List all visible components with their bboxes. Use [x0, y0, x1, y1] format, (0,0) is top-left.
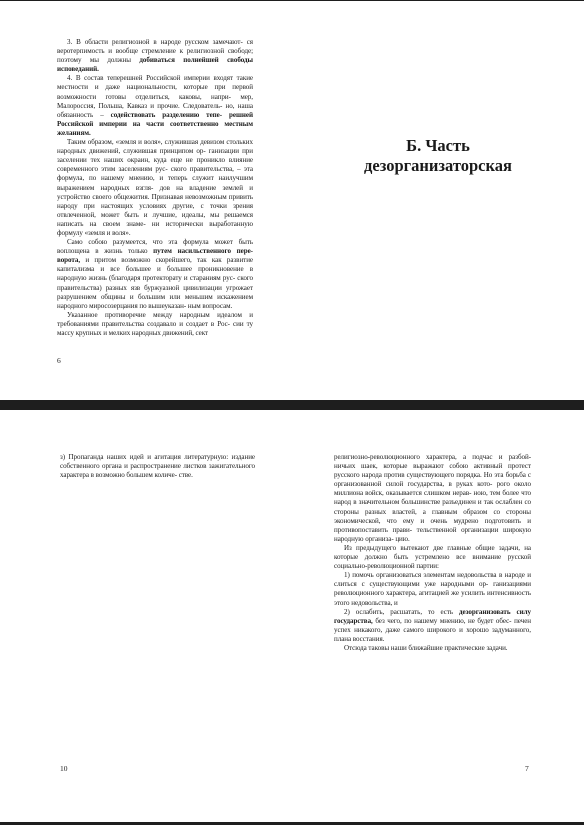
paragraph — [334, 571, 531, 607]
page-10 — [0, 410, 292, 822]
section-title — [292, 136, 584, 176]
bold-text: добиваться полнейшей свободы исповеданий. — [57, 56, 253, 74]
page-6-body-text — [57, 38, 253, 338]
text-run: Таким образом, «земля и воля», служившая девизом стольких народных движений, служившая принципом ор- ганизации при заселении тех наших окраин, куда еще не проникло влияние современного этим заселениям рус- ского правительства, – эта формула, по нашему мнению, и теперь служит наилучшим выражением народных взгля- дов на владение землей и устройство своего общежития. Признавая невозможным привить народу при настоящих условиях другие, с точки зрения отвлеченной, может быть и лучшие, идеалы, мы решаемся написать на своем знаме- ни исторически выработанную формулу «земля и воля». — [57, 138, 253, 237]
text-run: Указанное противоречие между народным идеалом и требованиями правительства создавало и создает в Рос- сии ту массу крупных и мелких народных движений, сект — [57, 310, 253, 337]
text-run: 3. В области религиозной в народе русском замечают- ся веротерпимость и вообще стремление к религиозной свободе; поэтому мы должны — [57, 38, 253, 65]
paragraph — [57, 238, 253, 311]
bold-text: дезорганизовать силу государства, — [334, 607, 532, 625]
text-run: 4. В состав теперешней Российской империи входят такие местности и даже национальности, которые при первой возможности готовы отделиться, каковы, напри- мер, Малороссия, Польша, Кавказ и прочие. Следователь- но, наша обязанность – — [57, 74, 253, 119]
page-number: 6 — [57, 356, 61, 365]
book-spread-top — [0, 1, 584, 400]
page-10-body-text — [60, 453, 255, 480]
paragraph — [334, 453, 531, 544]
text-run: Отсюда таковы наши ближайшие практические задачи. — [344, 643, 508, 652]
page-section-title — [292, 1, 584, 400]
paragraph — [60, 453, 255, 480]
paragraph — [334, 544, 531, 571]
text-run: з) Пропаганда наших идей и агитация литературную: издание собственного органа и распространение листков зажигательного характера в возможно большем количе- стве. — [60, 453, 255, 480]
page-number: 10 — [60, 764, 68, 773]
paragraph — [334, 644, 531, 653]
text-run: и притом возможно скорейшего, так как развитие капитализма и все большее и большее проникновение в народную жизнь (благодаря протекторату и стараниям рус- ского правительства) разных язв буржуазной цивилизации угрожает разрушением общины и большим или меньшим искажением народного миросозерцания по вышеуказан- ным вопросам. — [57, 256, 253, 310]
paragraph — [57, 38, 253, 74]
paragraph — [57, 138, 253, 238]
bold-text: путем насильственного пере- ворота, — [57, 247, 253, 265]
book-spread-bottom — [0, 410, 584, 822]
page-7-body-text — [334, 453, 531, 653]
text-run: Из предыдущего вытекают две главные общие задачи, на которые должно быть устремлено все внимание русской социально-революционной партии: — [334, 543, 531, 571]
page-6 — [0, 1, 292, 400]
text-run: религиозно-революционного характера, а подчас и разбой- ничьих шаек, которые выражают собою активный протест русского народа против существующего порядка. Но эта борьба с организованной силой государства, в руках кото- рого около миллиона войск, оказывается слишком нерав- ною, тем более что народ в значительном большинстве разъединен и так ослаблен со стороны разных властей, а главным образом со стороны экономической, что ему и очень мудрено подготовить и противопоставить прави- тельственной организации широкую народную организа- цию. — [334, 453, 531, 543]
paragraph — [334, 608, 531, 644]
paragraph — [57, 311, 253, 338]
text-run: 1) помочь организоваться элементам недовольства в народе и слиться с существующими уже народными ор- ганизациями революционного характера, агитацией же усилить интенсивность этого недовольства, и — [334, 571, 531, 607]
text-run: Само собою разумеется, что эта формула может быть воплощена в жизнь только — [57, 238, 253, 256]
text-run: 2) ослабить, расшатать, то есть — [344, 607, 460, 616]
section-title-line-2: дезорганизаторская — [364, 156, 512, 175]
bold-text: содействовать разделению тепе- решней Российской империи на части соответственно местным желаниям. — [57, 110, 253, 137]
page-number: 7 — [525, 764, 529, 773]
section-title-line-1: Б. Часть — [406, 136, 470, 155]
paragraph — [57, 74, 253, 138]
text-run: без чего, по нашему мнению, не будет обес- печен успех никакого, даже самого широкого и хорошо задуманного, плана восстания. — [334, 616, 531, 643]
